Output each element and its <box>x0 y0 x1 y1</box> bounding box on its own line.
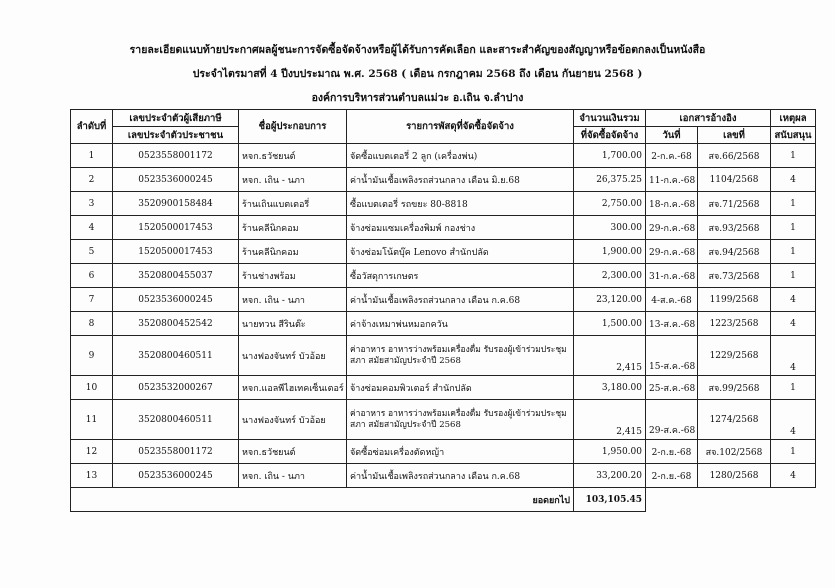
cell-vendor: หจก.แอลพีไฮเทคเซ็นเตอร์ <box>239 376 347 400</box>
cell-no: 9 <box>71 336 113 376</box>
cell-date: 29-ส.ค.-68 <box>646 400 698 440</box>
cell-taxid: 0523558001172 <box>113 440 239 464</box>
table-row <box>71 288 816 312</box>
cell-date: 2-ก.ย.-68 <box>646 440 698 464</box>
cell-taxid: 0523532000267 <box>113 376 239 400</box>
cell-taxid: 1520500017453 <box>113 216 239 240</box>
cell-date: 25-ส.ค.-68 <box>646 376 698 400</box>
cell-refno: สจ.94/2568 <box>698 240 771 264</box>
cell-refno: สจ.71/2568 <box>698 192 771 216</box>
cell-no: 1 <box>71 144 113 168</box>
cell-no: 12 <box>71 440 113 464</box>
cell-taxid: 0523558001172 <box>113 144 239 168</box>
cell-reason: 4 <box>771 400 816 440</box>
table-row <box>71 376 816 400</box>
table-row <box>71 240 816 264</box>
table-row <box>71 312 816 336</box>
cell-item: จัดซื้อแบตเตอรี่ 2 ลูก (เครื่องพ่น) <box>347 144 574 168</box>
table-row <box>71 264 816 288</box>
cell-amount: 33,200.20 <box>574 464 646 488</box>
cell-refno: 1199/2568 <box>698 288 771 312</box>
cell-reason: 1 <box>771 264 816 288</box>
empty-cell <box>698 488 771 512</box>
cell-item: ซื้อแบตเตอรี่ รถขยะ 80-8818 <box>347 192 574 216</box>
cell-reason: 1 <box>771 192 816 216</box>
cell-refno: สจ.99/2568 <box>698 376 771 400</box>
total-row <box>71 488 816 512</box>
cell-refno: สจ.66/2568 <box>698 144 771 168</box>
table-row <box>71 440 816 464</box>
table-header <box>71 110 816 144</box>
table-row <box>71 168 816 192</box>
empty-cell <box>771 488 816 512</box>
table-row <box>71 216 816 240</box>
cell-no: 7 <box>71 288 113 312</box>
cell-item: จ้างซ่อมคอมพิวเตอร์ สำนักปลัด <box>347 376 574 400</box>
cell-taxid: 3520800455037 <box>113 264 239 288</box>
total-amount: 103,105.45 <box>574 488 646 512</box>
cell-item: ค่าน้ำมันเชื้อเพลิงรถส่วนกลาง เดือน ก.ค.68 <box>347 464 574 488</box>
cell-refno: 1104/2568 <box>698 168 771 192</box>
table-row <box>71 192 816 216</box>
cell-item: จ้างซ่อมแซมเครื่องพิมพ์ กองช่าง <box>347 216 574 240</box>
organization-name: องค์การบริหารส่วนตำบลแม่วะ อ.เถิน จ.ลำปาง <box>311 92 524 104</box>
cell-vendor: ร้านคลีนิกคอม <box>239 240 347 264</box>
cell-vendor: นางฟองจันทร์ บัวอ้อย <box>239 400 347 440</box>
col-header-vendor: ชื่อผู้ประกอบการ <box>239 110 347 144</box>
cell-amount: 1,500.00 <box>574 312 646 336</box>
cell-date: 2-ก.ย.-68 <box>646 464 698 488</box>
cell-no: 13 <box>71 464 113 488</box>
cell-amount: 2,415 <box>574 400 646 440</box>
cell-no: 4 <box>71 216 113 240</box>
cell-taxid: 1520500017453 <box>113 240 239 264</box>
table-row <box>71 144 816 168</box>
col-header-idcard: เลขประจำตัวประชาชน <box>113 127 239 144</box>
cell-reason: 1 <box>771 440 816 464</box>
cell-vendor: ร้านเถินแบตเตอรี่ <box>239 192 347 216</box>
cell-amount: 2,750.00 <box>574 192 646 216</box>
empty-cell <box>646 488 698 512</box>
table-row <box>71 336 816 376</box>
cell-reason: 4 <box>771 312 816 336</box>
cell-refno: 1274/2568 <box>698 400 771 440</box>
col-header-date: วันที่ <box>646 127 698 144</box>
cell-reason: 1 <box>771 144 816 168</box>
cell-vendor: หจก.ธวัชยนต์ <box>239 440 347 464</box>
cell-item: ค่าอาหาร อาหารว่างพร้อมเครื่องดื่ม รับรองผู้เข้าร่วมประชุมสภา สมัยสามัญประจำปี 2568 <box>347 336 574 376</box>
cell-item: ค่าน้ำมันเชื้อเพลิงรถส่วนกลาง เดือน มิ.ย.68 <box>347 168 574 192</box>
table-row <box>71 464 816 488</box>
cell-amount: 1,900.00 <box>574 240 646 264</box>
cell-date: 18-ก.ค.-68 <box>646 192 698 216</box>
cell-no: 11 <box>71 400 113 440</box>
cell-item: จัดซื้อซ่อมเครื่องตัดหญ้า <box>347 440 574 464</box>
cell-reason: 1 <box>771 240 816 264</box>
cell-amount: 2,415 <box>574 336 646 376</box>
cell-amount: 26,375.25 <box>574 168 646 192</box>
col-header-amount-sub: ที่จัดซื้อจัดจ้าง <box>574 127 646 144</box>
cell-date: 31-ก.ค.-68 <box>646 264 698 288</box>
document-title: รายละเอียดแนบท้ายประกาศผลผู้ชนะการจัดซื้อจัดจ้างหรือผู้ได้รับการคัดเลือก และสาระสำคัญของสัญญาหรือข้อตกลงเป็นหนังสือ <box>129 44 706 56</box>
cell-no: 3 <box>71 192 113 216</box>
cell-no: 2 <box>71 168 113 192</box>
document-subtitle: ประจำไตรมาสที่ 4 ปีงบประมาณ พ.ศ. 2568 ( เดือน กรกฎาคม 2568 ถึง เดือน กันยายน 2568 ) <box>192 68 643 80</box>
cell-date: 13-ส.ค.-68 <box>646 312 698 336</box>
cell-vendor: หจก. เถิน - นภา <box>239 464 347 488</box>
cell-taxid: 3520800460511 <box>113 400 239 440</box>
cell-refno: สจ.73/2568 <box>698 264 771 288</box>
cell-reason: 4 <box>771 336 816 376</box>
cell-vendor: หจก. เถิน - นภา <box>239 168 347 192</box>
cell-amount: 300.00 <box>574 216 646 240</box>
cell-amount: 1,700.00 <box>574 144 646 168</box>
cell-taxid: 3520800452542 <box>113 312 239 336</box>
cell-item: จ้างซ่อมโน้ตบุ๊ค Lenovo สำนักปลัด <box>347 240 574 264</box>
col-header-amount: จำนวนเงินรวม <box>574 110 646 127</box>
cell-date: 4-ส.ค.-68 <box>646 288 698 312</box>
col-header-reason: เหตุผล <box>771 110 816 127</box>
cell-refno: สจ.102/2568 <box>698 440 771 464</box>
cell-no: 6 <box>71 264 113 288</box>
cell-reason: 4 <box>771 288 816 312</box>
total-label: ยอดยกไป <box>71 488 574 512</box>
cell-vendor: ร้านคลีนิกคอม <box>239 216 347 240</box>
cell-no: 8 <box>71 312 113 336</box>
cell-reason: 4 <box>771 464 816 488</box>
cell-refno: 1229/2568 <box>698 336 771 376</box>
cell-date: 29-ก.ค.-68 <box>646 216 698 240</box>
cell-vendor: ร้านช่างพร้อม <box>239 264 347 288</box>
cell-date: 29-ก.ค.-68 <box>646 240 698 264</box>
col-header-item: รายการพัสดุที่จัดซื้อจัดจ้าง <box>347 110 574 144</box>
cell-item: ค่าจ้างเหมาพ่นหมอกควัน <box>347 312 574 336</box>
cell-amount: 3,180.00 <box>574 376 646 400</box>
cell-no: 10 <box>71 376 113 400</box>
cell-taxid: 3520900158484 <box>113 192 239 216</box>
cell-amount: 23,120.00 <box>574 288 646 312</box>
cell-vendor: หจก. เถิน - นภา <box>239 288 347 312</box>
cell-vendor: นางฟองจันทร์ บัวอ้อย <box>239 336 347 376</box>
cell-date: 11-ก.ค.-68 <box>646 168 698 192</box>
procurement-table <box>70 109 816 512</box>
table-row <box>71 400 816 440</box>
cell-taxid: 0523536000245 <box>113 168 239 192</box>
cell-no: 5 <box>71 240 113 264</box>
cell-reason: 4 <box>771 168 816 192</box>
cell-reason: 1 <box>771 216 816 240</box>
cell-taxid: 3520800460511 <box>113 336 239 376</box>
cell-refno: สจ.93/2568 <box>698 216 771 240</box>
cell-refno: 1280/2568 <box>698 464 771 488</box>
cell-date: 2-ก.ค.-68 <box>646 144 698 168</box>
cell-vendor: หจก.ธวัชยนต์ <box>239 144 347 168</box>
cell-taxid: 0523536000245 <box>113 464 239 488</box>
cell-refno: 1223/2568 <box>698 312 771 336</box>
cell-amount: 2,300.00 <box>574 264 646 288</box>
cell-amount: 1,950.00 <box>574 440 646 464</box>
col-header-refno: เลขที่ <box>698 127 771 144</box>
cell-item: ค่าน้ำมันเชื้อเพลิงรถส่วนกลาง เดือน ก.ค.68 <box>347 288 574 312</box>
col-header-ref: เอกสารอ้างอิง <box>646 110 771 127</box>
cell-taxid: 0523536000245 <box>113 288 239 312</box>
table-body <box>71 144 816 512</box>
cell-item: ซื้อวัสดุการเกษตร <box>347 264 574 288</box>
col-header-no: ลำดับที่ <box>71 110 113 144</box>
col-header-taxid: เลขประจำตัวผู้เสียภาษี <box>113 110 239 127</box>
cell-item: ค่าอาหาร อาหารว่างพร้อมเครื่องดื่ม รับรองผู้เข้าร่วมประชุมสภา สมัยสามัญประจำปี 2568 <box>347 400 574 440</box>
cell-date: 15-ส.ค.-68 <box>646 336 698 376</box>
cell-reason: 1 <box>771 376 816 400</box>
col-header-reason-sub: สนับสนุน <box>771 127 816 144</box>
cell-vendor: นายทวน สีรินต๊ะ <box>239 312 347 336</box>
